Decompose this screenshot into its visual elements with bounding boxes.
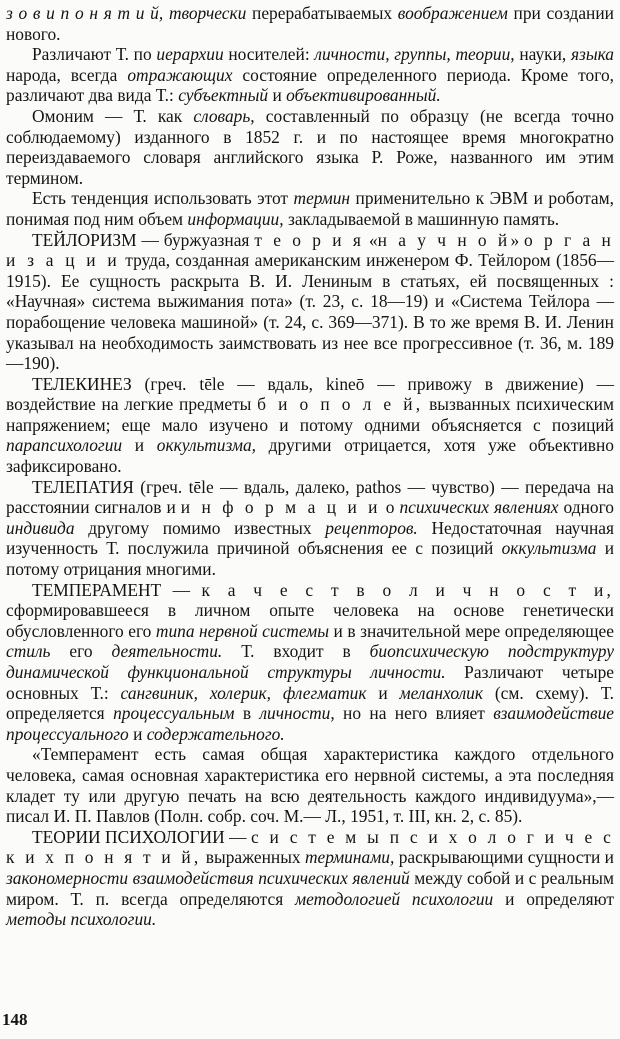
text-run: между собой и с реальным миром. Т. п. всегда определяются [6,867,614,909]
text-run: перерабатываемых [246,3,398,23]
text-run: составленный по образцу (не всегда точно соблюдаемому) изданного в 1852 г. и по настоящее время многократно переиздаваемого словаря английского языка Р. Роже, названного им этим термином. [6,105,614,188]
text-run: о [380,497,400,518]
italic-term: типа нервной системы [155,620,330,641]
italic-term: субъектный [178,85,269,106]
text-paragraph [6,3,614,44]
text-run: и потому отрицания многими. [6,538,615,580]
text-paragraph [6,106,614,188]
italic-term: иерархии [156,44,224,65]
italic-term: парапсихологии [6,435,123,456]
text-run: состояние определенного периода. Кроме того, различают два вида Т.: [6,64,614,106]
body-text [6,3,614,930]
text-run: ТЕЙЛОРИЗМ — буржуазная [32,229,255,250]
text-run: «Темперамент есть самая общая характеристика каждого отдельного человека, самая основная характеристика его нервной системы, а эта последняя кладет ту или другую печать на всю деятельность каждого индивидуума»,— писал И. П. Павлов (Полн. собр. соч. М.— Л., 1951, т. III, кн. 2, с. 85). [6,744,614,827]
text-run: Омоним — Т. как [32,105,194,126]
italic-term: биопсихическую подструктуру динамической функциональной структуры личности. [6,641,614,682]
text-run: его [50,641,112,662]
italic-term: содержательного. [146,723,285,744]
italic-term: личности, [259,703,335,724]
text-run: в [234,703,260,724]
text-run: другому помимо известных [74,517,326,538]
italic-term: стиль [6,641,51,662]
text-run: труда, созданная американским инженером Ф. Тейлором (1856—1915). Ее сущность раскрыта В. И. Лениным в статьях, ей посвященных : «Научная» система выжимания пота» (т. 23, с. 18—19) и «Система Тейлора — порабощение человека машиной» (т. 24, с. 369—371). В то же время В. И. Ленин указывал на необходимость заимствовать из нее все прогрессивное (т. 36, м. 189—190). [6,250,614,374]
text-run: ТЕЛЕКИНЕЗ (греч. tēle — вдаль, kineō — привожу в движение) — воздействие на легкие предметы [6,373,614,415]
text-run: Т. входит в [222,641,370,662]
text-paragraph [6,188,614,229]
italic-term: рецепторов. [325,517,418,538]
text-run: Различают четыре основных Т.: [6,662,615,703]
text-run: при создании нового. [6,3,614,44]
text-run: « [364,229,378,250]
text-run: одного [558,497,614,518]
italic-term: терминами, [304,847,395,868]
text-run: вызванных психическим напряжением; еще мало изучено и потому одними объясняется с позиций [6,394,614,435]
spaced-emphasis: н а у ч н о й [377,229,511,250]
italic-term: воображением [397,3,508,23]
text-run: ТЕМПЕРАМЕНТ — [32,579,202,600]
text-run: народа, всегда [6,64,128,85]
text-run: носителей: [223,44,315,65]
dictionary-entry [6,580,614,745]
italic-term: термин [293,188,351,209]
italic-term: языка [570,44,614,65]
text-run: Различают Т. по [32,44,157,65]
italic-term: словарь, [193,105,255,126]
italic-term: методы психологии. [6,909,157,930]
text-run: другими отрицается, хотя уже объективно зафиксировано. [6,435,614,477]
italic-term: сангвиник, холерик, флегматик [120,682,367,703]
italic-term: закономерности взаимодействия психических явлений [6,867,410,888]
text-run: и в значительной мере определяющее [329,620,614,641]
text-run: выраженных [201,847,305,868]
italic-term: объективированный. [286,85,441,106]
text-run: и [122,435,157,456]
italic-term: отражающих [127,64,233,85]
italic-term: личности, группы, теории, [314,44,515,65]
italic-term: деятельности. [111,641,223,662]
page-number: 148 [2,1010,28,1029]
text-run: и [128,723,147,744]
italic-term: методологией психологии [295,888,494,909]
italic-term: взаимодействие процессуального [6,703,614,744]
text-run: сформировавшееся в личном опыте человека на основе генетически обусловленного его [6,600,614,641]
italic-term: индивида [6,517,75,538]
text-run: (см. схему). Т. определяется [6,682,614,724]
text-run: науки, [514,44,571,65]
text-run: Есть тенденция использовать этот [32,188,294,209]
dictionary-entry [6,477,614,580]
italic-term: психических явлениях [399,497,559,518]
dictionary-entry [6,374,614,477]
text-run: и определяют [493,888,614,909]
dictionary-entry [6,827,614,930]
text-run: » [510,229,525,250]
spaced-emphasis: т е о р и я [254,229,365,250]
dictionary-entry [6,230,614,374]
text-paragraph [6,44,614,106]
text-run: но на него влияет [334,703,494,724]
text-run: применительно к ЭВМ и роботам, понимая под ним объем [6,188,615,229]
spaced-emphasis: к а ч е с т в о л и ч н о с т и, [201,579,614,600]
italic-term: оккультизма [501,538,597,559]
italic-term: творчески [168,3,247,23]
italic-term: процессуальным [113,703,235,724]
text-run: раскрывающими сущности и [394,847,614,868]
text-run: закладываемой в машинную память. [283,208,560,229]
text-run: и [366,682,400,703]
italic-term: информации, [187,208,284,229]
italic-term: з о в и п о н я т и й, [6,3,164,23]
text-run: ТЕЛЕПАТИЯ (греч. tēle — вдаль, далеко, pathos — чувство) — передача на расстоянии сигналов и [6,476,614,518]
italic-term: меланхолик [399,682,483,703]
text-paragraph [6,744,614,826]
text-run: Недостаточная научная изученность Т. послужила причиной объяснения ее с позиций [6,517,615,559]
spaced-emphasis: и н ф о р м а ц и и [180,497,381,518]
italic-term: оккультизма, [156,435,256,456]
spaced-emphasis: о р г а н и з а ц и и [6,229,614,271]
spaced-emphasis: с и с т е м ы п с и х о л о г и ч е с к и х п о н я т и й, [6,826,615,868]
spaced-emphasis: б и о п о л е й, [257,394,424,415]
text-run: ТЕОРИИ ПСИХОЛОГИИ — [32,826,251,847]
text-run: и [268,85,287,106]
